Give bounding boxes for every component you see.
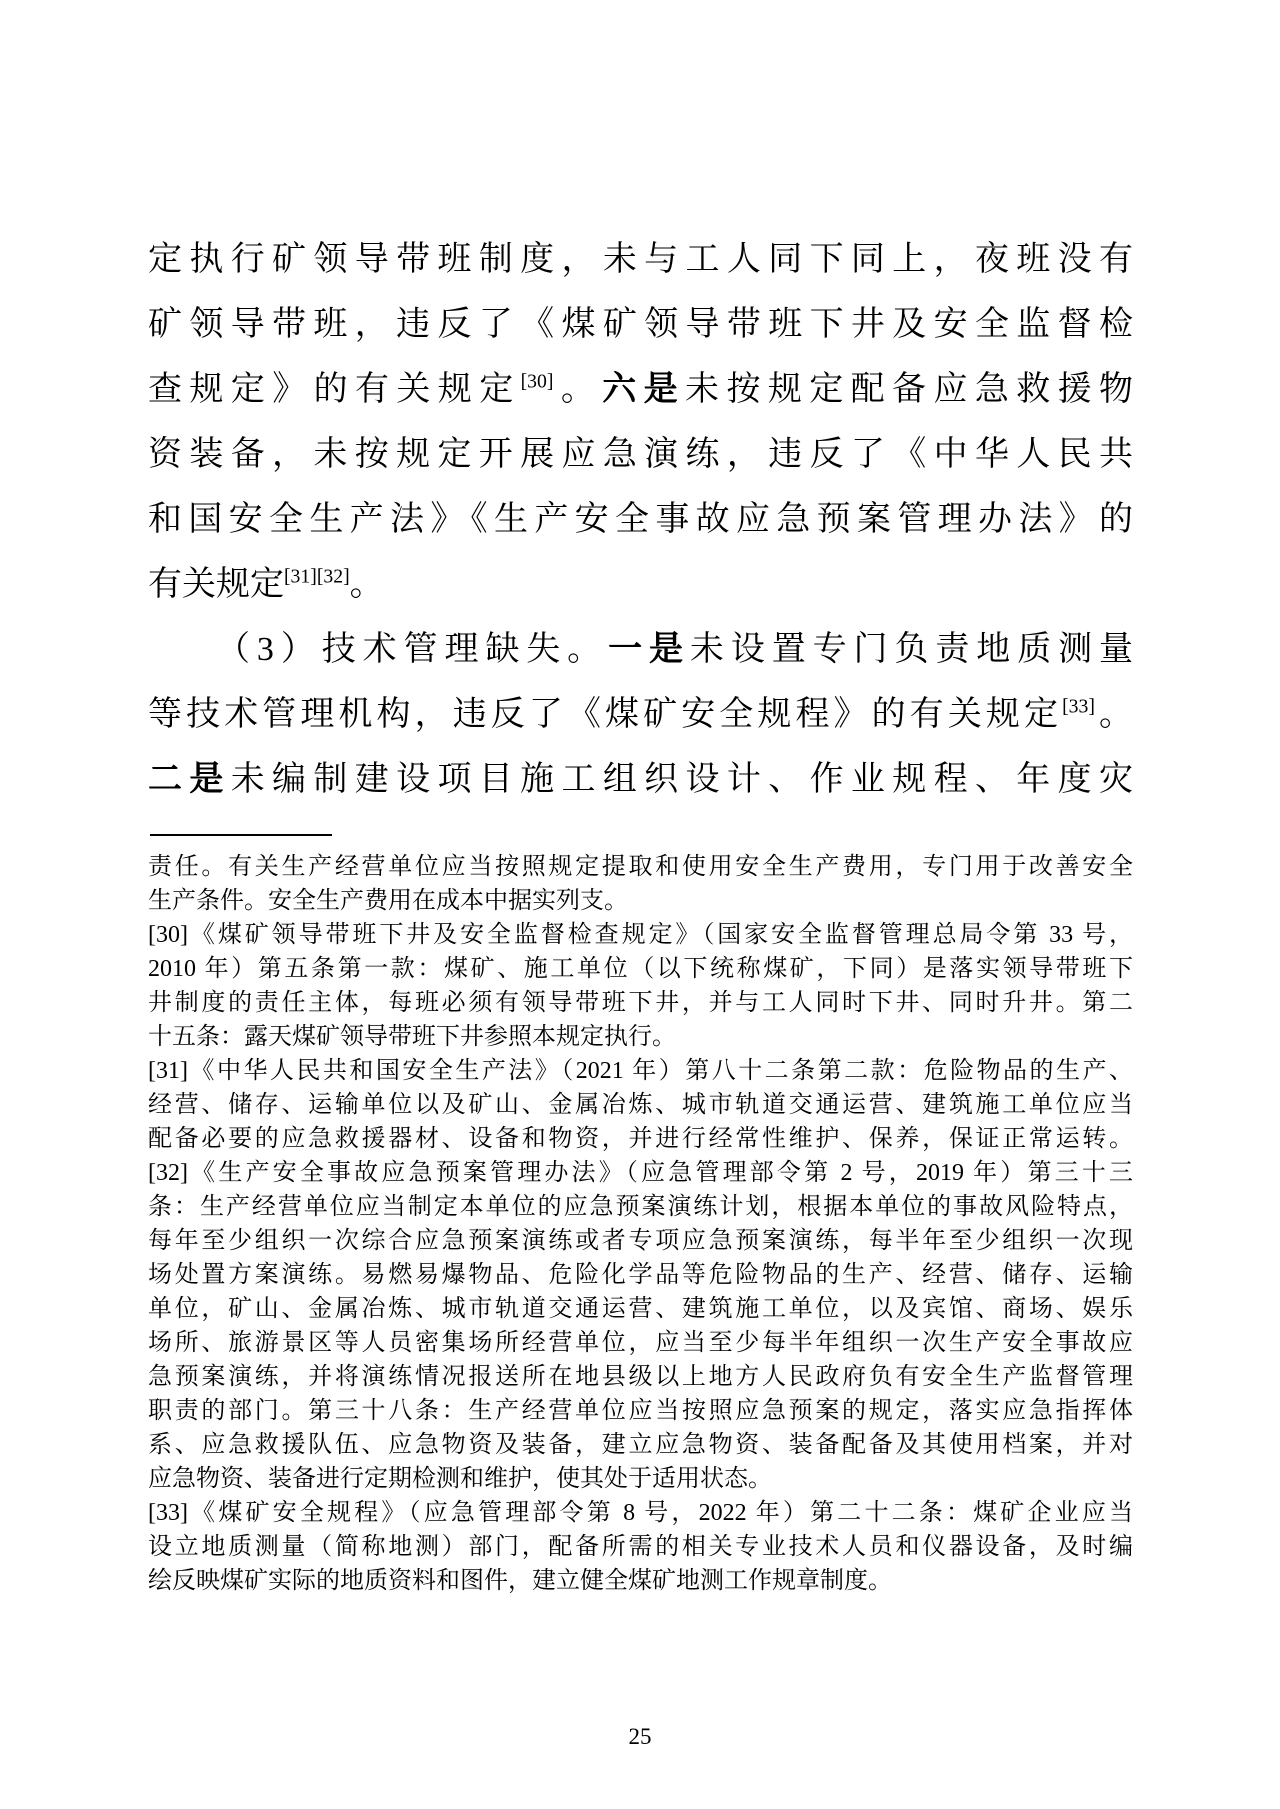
body-line: [148, 292, 1133, 357]
body-line: [148, 227, 1133, 292]
footnote-line: [148, 884, 1133, 918]
text-segment: 和国安全生产法》《生产安全事故应急预案管理办法》的: [148, 501, 1133, 538]
footnote-area: [148, 850, 1133, 1598]
footnote-line: [148, 1394, 1133, 1428]
text-segment: 场处置方案演练。易燃易爆物品、危险化学品等危险物品的生产、经营、储存、运输: [148, 1262, 1133, 1288]
text-segment: 未编制建设项目施工组织设计、作业规程、年度灾: [230, 761, 1134, 798]
text-segment: 条：生产经营单位应当制定本单位的应急预案演练计划，根据本单位的事故风险特点，: [148, 1194, 1133, 1220]
text-segment: 未设置专门负责地质测量: [689, 631, 1134, 668]
body-line: [148, 617, 1133, 682]
footnote-line: [148, 1190, 1133, 1224]
body-line: [148, 747, 1133, 812]
text-segment: 系、应急救援队伍、应急物资及装备，建立应急物资、装备配备及其使用档案，并对: [148, 1432, 1133, 1458]
text-segment: 未按规定配备应急救援物: [685, 371, 1134, 408]
emphasis-text: 一是: [608, 630, 690, 668]
footnote-line: [148, 1360, 1133, 1394]
footnote-line: [148, 952, 1133, 986]
text-segment: 。: [1094, 696, 1134, 733]
footnote-line: [148, 1258, 1133, 1292]
page-content: [148, 227, 1133, 1598]
page-number: 25: [628, 1724, 652, 1749]
body-line: [148, 422, 1133, 487]
footnote-line: [148, 1292, 1133, 1326]
emphasis-text: 六是: [602, 370, 686, 408]
footnote-ref: [31][32]: [284, 565, 350, 588]
text-segment: 井制度的责任主体，每班必须有领导带班下井，并与工人同时下井、同时升井。第二: [148, 990, 1133, 1016]
text-segment: 责任。有关生产经营单位应当按照规定提取和使用安全生产费用，专门用于改善安全: [148, 854, 1133, 880]
body-line: [148, 682, 1133, 747]
text-segment: 生产条件。安全生产费用在成本中据实列支。: [148, 888, 628, 914]
text-segment: 设立地质测量（简称地测）部门，配备所需的相关专业技术人员和仪器设备，及时编: [148, 1534, 1133, 1560]
footnote-line: [148, 1020, 1133, 1054]
body-line: [148, 357, 1133, 422]
text-segment: 定执行矿领导带班制度，未与工人同下同上，夜班没有: [148, 241, 1133, 278]
text-segment: 每年至少组织一次综合应急预案演练或者专项应急预案演练，每半年至少组织一次现: [148, 1228, 1133, 1254]
text-segment: 配备必要的应急救援器材、设备和物资，并进行经常性维护、保养，保证正常运转。: [148, 1126, 1133, 1152]
text-segment: [33]《煤矿安全规程》（应急管理部令第 8 号，2022 年）第二十二条：煤矿企业应当: [148, 1500, 1133, 1526]
text-segment: 职责的部门。第三十八条：生产经营单位应当按照应急预案的规定，落实应急指挥体: [148, 1398, 1133, 1424]
text-segment: 矿领导带班，违反了《煤矿领导带班下井及安全监督检: [148, 306, 1133, 343]
text-segment: [30]《煤矿领导带班下井及安全监督检查规定》（国家安全监督管理总局令第 33 号，: [148, 922, 1133, 948]
footnote-line: [148, 1326, 1133, 1360]
text-segment: 。: [349, 566, 384, 603]
text-segment: 有关规定: [148, 566, 284, 603]
text-segment: 等技术管理机构，违反了《煤矿安全规程》的有关规定: [148, 696, 1063, 733]
text-segment: 十五条：露天煤矿领导带班下井参照本规定执行。: [148, 1024, 676, 1050]
footnote-ref: [30]: [520, 370, 554, 393]
text-segment: [31]《中华人民共和国安全生产法》（2021 年）第八十二条第二款：危险物品的生产、: [148, 1058, 1133, 1084]
text-segment: 绘反映煤矿实际的地质资料和图件，建立健全煤矿地测工作规章制度。: [148, 1568, 892, 1594]
body-line: [148, 552, 1133, 617]
text-segment: 2010 年）第五条第一款：煤矿、施工单位（以下统称煤矿，下同）是落实领导带班下: [148, 956, 1133, 982]
footnote-line: [148, 1462, 1133, 1496]
footnote-line: [148, 918, 1133, 952]
footnote-line: [148, 1224, 1133, 1258]
text-segment: 急预案演练，并将演练情况报送所在地县级以上地方人民政府负有安全生产监督管理: [148, 1364, 1133, 1390]
footnote-line: [148, 850, 1133, 884]
text-segment: （3）技术管理缺失。: [216, 631, 609, 668]
footnote-line: [148, 1156, 1133, 1190]
text-segment: 。: [553, 371, 603, 408]
footnote-line: [148, 1122, 1133, 1156]
text-segment: 单位，矿山、金属冶炼、城市轨道交通运营、建筑施工单位，以及宾馆、商场、娱乐: [148, 1296, 1133, 1322]
body-text: [148, 227, 1133, 812]
footnote-ref: [33]: [1062, 695, 1095, 718]
text-segment: 查规定》的有关规定: [148, 371, 521, 408]
footnote-line: [148, 1088, 1133, 1122]
text-segment: [32]《生产安全事故应急预案管理办法》（应急管理部令第 2 号，2019 年）第三十三: [148, 1160, 1133, 1186]
footnote-line: [148, 1564, 1133, 1598]
footnote-line: [148, 1530, 1133, 1564]
footnote-separator: [150, 834, 332, 836]
body-line: [148, 487, 1133, 552]
footnote-line: [148, 1496, 1133, 1530]
footnote-line: [148, 986, 1133, 1020]
text-segment: 资装备，未按规定开展应急演练，违反了《中华人民共: [148, 436, 1133, 473]
text-segment: 场所、旅游景区等人员密集场所经营单位，应当至少每半年组织一次生产安全事故应: [148, 1330, 1133, 1356]
text-segment: 应急物资、装备进行定期检测和维护，使其处于适用状态。: [148, 1466, 772, 1492]
footnote-line: [148, 1054, 1133, 1088]
text-segment: 经营、储存、运输单位以及矿山、金属冶炼、城市轨道交通运营、建筑施工单位应当: [148, 1092, 1133, 1118]
footnote-line: [148, 1428, 1133, 1462]
emphasis-text: 二是: [148, 760, 231, 798]
